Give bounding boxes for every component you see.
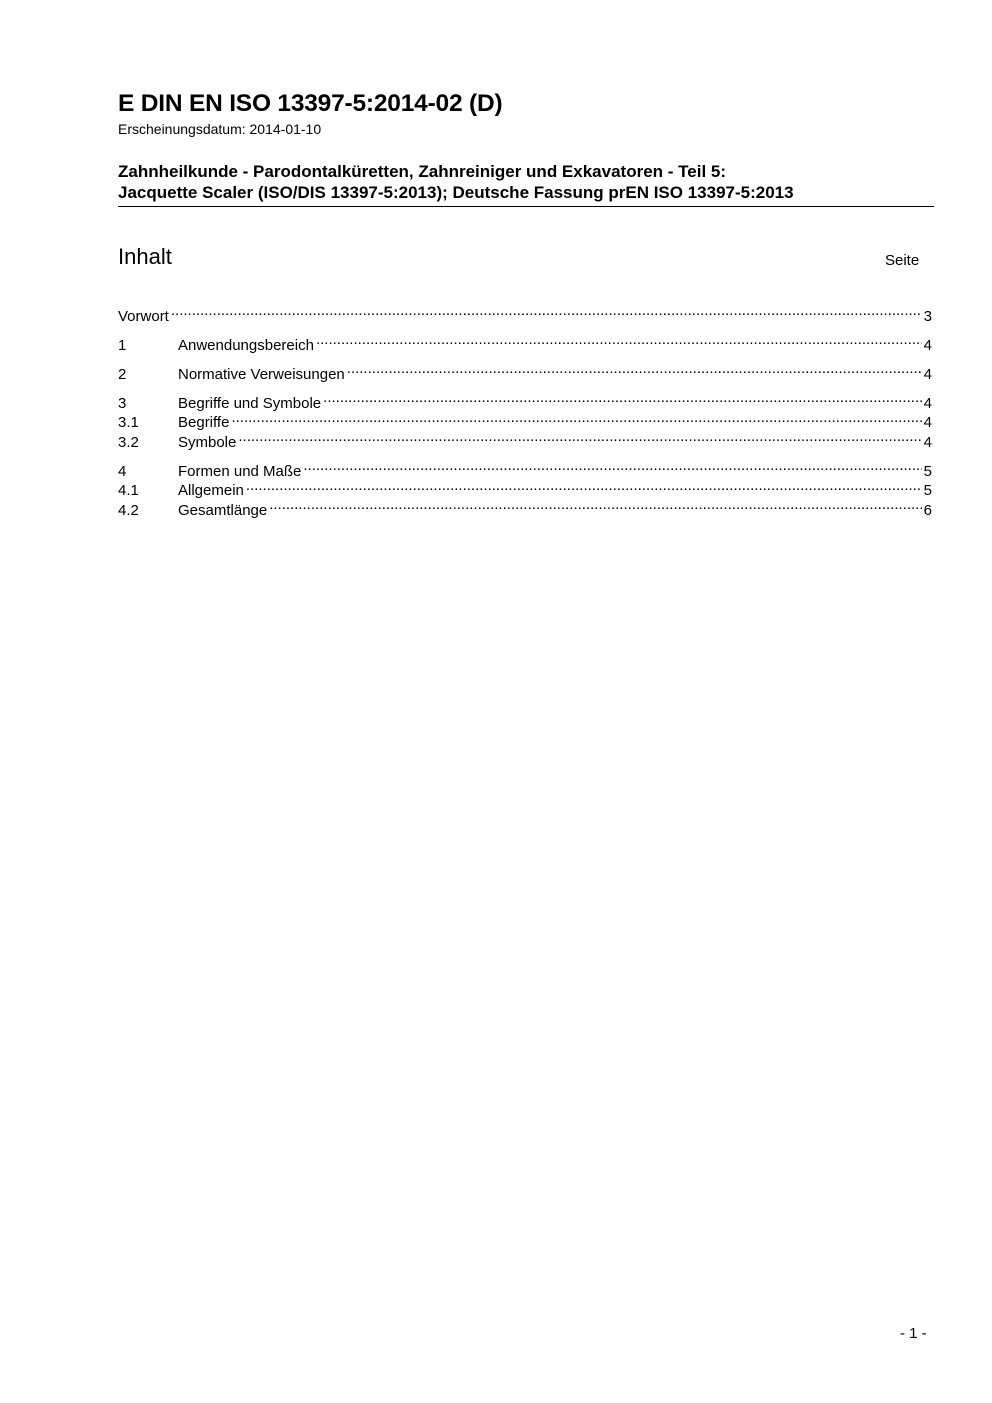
toc-entry-title: Formen und Maße [178,462,302,480]
toc-entry-page: 3 [923,307,932,325]
toc-leader-dots [171,301,922,321]
toc-entry-number: 4.1 [118,482,139,499]
toc-entry-3[interactable] [118,388,932,412]
toc-entry-4-2[interactable] [118,495,932,519]
title-divider [118,206,934,207]
toc-entry-page: 5 [923,482,932,499]
toc-entry-title: Allgemein [178,482,244,499]
toc-entry-4-1[interactable] [118,476,932,499]
toc-entry-vorwort[interactable] [118,301,932,325]
toc-entry-4[interactable] [118,456,932,480]
toc-entry-title: Begriffe [178,414,230,431]
toc-entry-title: Begriffe und Symbole [178,394,322,412]
toc-entry-title: Normative Verweisungen [178,365,345,383]
toc-leader-dots [231,408,921,428]
title-line-1: Zahnheilkunde - Parodontalküretten, Zahnreiniger und Exkavatoren - Teil 5: [118,162,727,181]
toc-entry-page: 4 [923,336,932,354]
toc-entry-page: 4 [923,365,932,383]
table-of-contents [118,301,932,519]
page-number: - 1 - [900,1325,927,1342]
document-title [118,161,933,203]
toc-entry-title: Anwendungsbereich [178,336,314,354]
document-id: E DIN EN ISO 13397-5:2014-02 (D) [118,90,503,117]
toc-entry-page: 4 [923,414,932,431]
title-line-2: Jacquette Scaler (ISO/DIS 13397-5:2013); Deutsche Fassung prEN ISO 13397-5:2013 [118,183,794,202]
toc-entry-number: 4 [118,462,127,480]
toc-leader-dots [269,495,921,515]
toc-entry-number: 4.2 [118,501,139,519]
toc-entry-number: 2 [118,365,127,383]
toc-entry-title: Gesamtlänge [178,501,268,519]
toc-leader-dots [316,330,922,350]
toc-leader-dots [303,456,921,476]
toc-leader-dots [246,476,922,496]
toc-entry-3-1[interactable] [118,408,932,431]
toc-entry-number: 1 [118,336,127,354]
toc-entry-3-2[interactable] [118,427,932,451]
toc-page-label: Seite [885,252,920,269]
toc-entry-page: 5 [923,462,932,480]
publication-date: Erscheinungsdatum: 2014-01-10 [118,121,322,137]
toc-entry-page: 4 [923,394,932,412]
toc-entry-number: 3.1 [118,414,139,431]
toc-entry-number: 3 [118,394,127,412]
toc-leader-dots [323,388,922,408]
toc-entry-title: Vorwort [118,307,169,325]
toc-entry-1[interactable] [118,330,932,354]
toc-entry-page: 6 [923,501,932,519]
toc-entry-title: Symbole [178,433,237,451]
toc-heading: Inhalt [118,244,172,269]
toc-leader-dots [238,427,921,447]
toc-entry-2[interactable] [118,359,932,383]
toc-entry-page: 4 [923,433,932,451]
toc-leader-dots [347,359,922,379]
toc-entry-number: 3.2 [118,433,139,451]
